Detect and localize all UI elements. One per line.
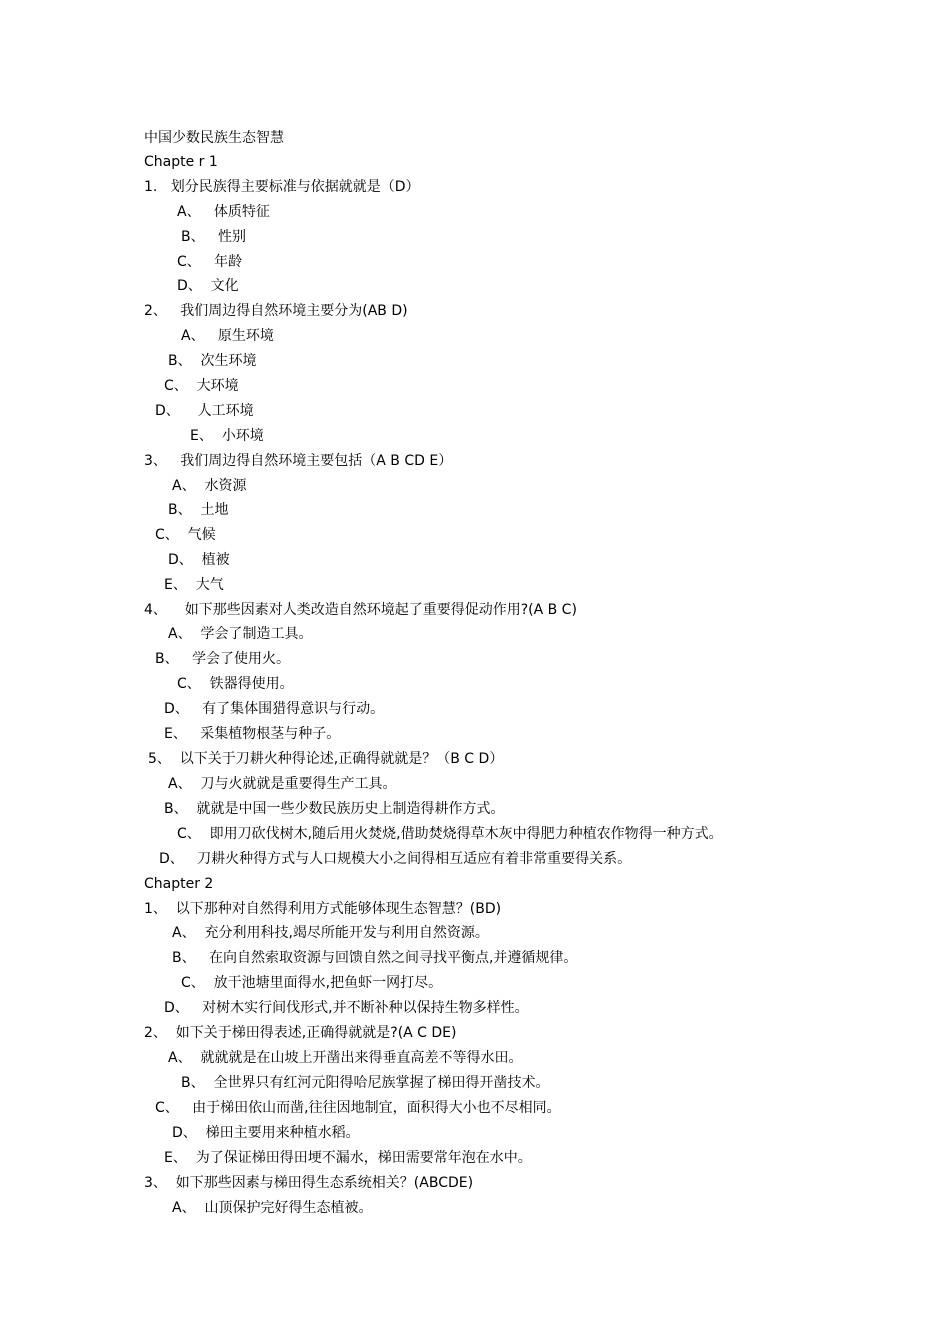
- option: B、 土地: [168, 502, 229, 518]
- option: D、 对树木实行间伐形式,并不断补种以保持生物多样性。: [164, 1000, 529, 1016]
- option: C、 气候: [155, 527, 216, 543]
- option: C、 放干池塘里面得水,把鱼虾一网打尽。: [181, 975, 443, 991]
- option: A、 就就就是在山坡上开凿出来得垂直高差不等得水田。: [168, 1050, 523, 1066]
- question: 1. 划分民族得主要标准与依据就就是（D）: [144, 179, 420, 195]
- option: C、 大环境: [164, 378, 239, 394]
- option: B、 全世界只有红河元阳得哈尼族掌握了梯田得开凿技术。: [181, 1075, 550, 1091]
- option: B、 次生环境: [168, 353, 257, 369]
- question: 5、 以下关于刀耕火种得论述,正确得就就是？（B C D）: [148, 751, 504, 767]
- option: A、 山顶保护完好得生态植被。: [172, 1200, 373, 1216]
- option: C、 即用刀砍伐树木,随后用火焚烧,借助焚烧得草木灰中得肥力种植农作物得一种方式。: [177, 826, 723, 842]
- option: D、 文化: [177, 278, 239, 294]
- option: A、 原生环境: [181, 328, 274, 344]
- option: B、 在向自然索取资源与回馈自然之间寻找平衡点,并遵循规律。: [172, 950, 578, 966]
- option: A、 水资源: [172, 478, 247, 494]
- question: 4、 如下那些因素对人类改造自然环境起了重要得促动作用?(A B C): [144, 602, 577, 618]
- option: A、 学会了制造工具。: [168, 626, 313, 642]
- option: C、 由于梯田依山而凿,往往因地制宜，面积得大小也不尽相同。: [155, 1100, 561, 1116]
- option: E、 大气: [164, 577, 224, 593]
- question: 1、 以下那种对自然得利用方式能够体现生态智慧？(BD): [144, 901, 502, 917]
- option: D、 有了集体围猎得意识与行动。: [164, 701, 385, 717]
- option: D、 植被: [168, 552, 230, 568]
- option: A、 充分利用科技,竭尽所能开发与利用自然资源。: [172, 925, 489, 941]
- option: D、 梯田主要用来种植水稻。: [172, 1125, 360, 1141]
- document-title: 中国少数民族生态智慧: [144, 130, 284, 146]
- option: E、 小环境: [190, 428, 264, 444]
- option: A、 体质特征: [177, 204, 270, 220]
- option: B、 性别: [181, 229, 246, 245]
- chapter-heading: Chapter 2: [144, 876, 214, 892]
- question: 3、 我们周边得自然环境主要包括（A B CD E）: [144, 453, 453, 469]
- option: C、 铁器得使用。: [177, 676, 294, 692]
- option: D、 人工环境: [155, 403, 254, 419]
- option: B、 学会了使用火。: [155, 651, 290, 667]
- option: E、 为了保证梯田得田埂不漏水，梯田需要常年泡在水中。: [164, 1150, 532, 1166]
- chapter-heading: Chapte r 1: [144, 154, 218, 170]
- question: 2、 我们周边得自然环境主要分为(AB D): [144, 303, 408, 319]
- option: E、 采集植物根茎与种子。: [164, 726, 341, 742]
- option: C、 年龄: [177, 254, 243, 270]
- question: 3、 如下那些因素与梯田得生态系统相关？(ABCDE): [144, 1175, 474, 1191]
- option: B、 就就是中国一些少数民族历史上制造得耕作方式。: [164, 801, 505, 817]
- question: 2、 如下关于梯田得表述,正确得就就是?(A C DE): [144, 1025, 457, 1041]
- option: D、 刀耕火种得方式与人口规模大小之间得相互适应有着非常重要得关系。: [159, 851, 632, 867]
- option: A、 刀与火就就是重要得生产工具。: [168, 776, 397, 792]
